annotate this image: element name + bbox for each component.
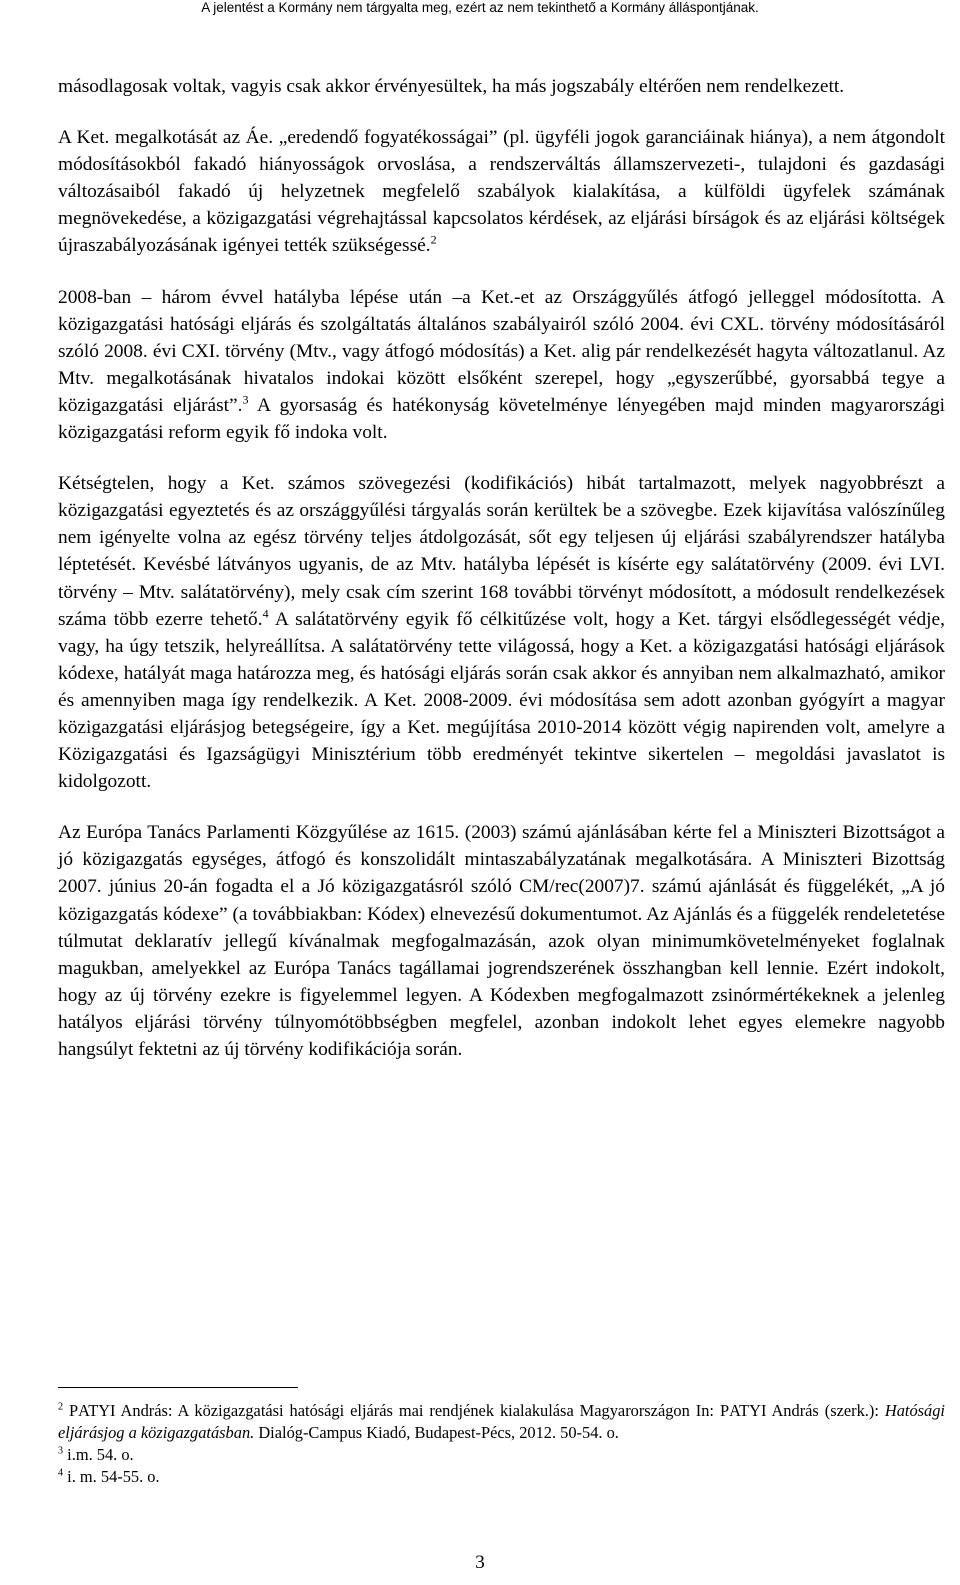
paragraph-1: másodlagosak voltak, vagyis csak akkor érvényesültek, ha más jogszabály eltérően nem rendelkezett. bbox=[58, 76, 845, 97]
footnote-ref-4[interactable]: 4 bbox=[262, 606, 269, 621]
page-header bbox=[0, 0, 960, 18]
footnote-ref-3[interactable]: 3 bbox=[242, 392, 249, 407]
footnote-4: $^4$ i. m. 54-55. o. bbox=[58, 1467, 160, 1486]
header-text: A jelentést a Kormány nem tárgyalta meg, ezért az nem tekinthető a Kormány álláspontjának. bbox=[201, 0, 759, 15]
paragraph-5: Az Európa Tanács Parlamenti Közgyűlése az 1615. (2003) számú ajánlásában kérte fel a Miniszteri Bizottságot a jó közigazgatás egységes, átfogó és konszolidált mintaszabályzatának megalkotására. A Miniszteri Bizottság 2007. június 20-án fogadta el a Jó közigazgatásról szóló CM/rec(2007)7. számú ajánlását és függelékét, „A jó közigazgatás kódexe” (a továbbiakban: Kódex) elnevezésű dokumentumot. Az Ajánlás és a függelék rendeletetése túlmutat deklaratív jellegű kívánalmak megfogalmazásán, azok olyan minimumkövetelményeket foglalnak magukban, amelyekkel az Európa Tanács tagállamai jogrendszerének összhangban kell lennie. Ezért indokolt, hogy az új törvény ezekre is figyelemmel legyen. A Kódexben megfogalmazott zsinórmértékeknek a jelenleg hatályos eljárási törvény túlnyomótöbbségben megfelel, azonban indokolt lehet egyes elemekre nagyobb hangsúlyt fektetni az új törvény kodifikációja során. bbox=[58, 822, 945, 1060]
body-text bbox=[58, 73, 945, 1063]
paragraph-2: A Ket. megalkotását az Áe. „eredendő fogyatékosságai” (pl. ügyféli jogok garanciáinak hiánya), a nem átgondolt módosításokból fakadó hiányosságok orvoslása, a rendszerváltás államszervezeti-, tulajdoni és gazdasági változásaiból fakadó új helyzetnek megfelelő szabályok kialakítása, a külföldi ügyfelek számának megnövekedése, a közigazgatási végrehajtással kapcsolatos kérdések, az eljárási bírságok és az eljárási költségek újraszabályozásának igényei tették szükségessé.$^2$ bbox=[58, 127, 945, 257]
footnote-3: $^3$ i.m. 54. o. bbox=[58, 1445, 134, 1464]
footnote-ref-2[interactable]: 2 bbox=[430, 233, 437, 247]
footnote-separator bbox=[58, 1387, 298, 1388]
paragraph-3: 2008-ban – három évvel hatályba lépése után –a Ket.-et az Országgyűlés átfogó jelleggel módosította. A közigazgatási hatósági eljárás és szolgáltatás általános szabályairól szóló 2004. évi CXL. törvény módosításáról szóló 2008. évi CXI. törvény (Mtv., vagy átfogó módosítás) a Ket. alig pár rendelkezését hagyta változatlanul. Az Mtv. megalkotásának hivatalos indokai között elsőként szerepel, hogy „egyszerűbbé, gyorsabbá tegye a közigazgatási eljárást”.$^3$ A gyorsaság és hatékonyság követelménye lényegében majd minden magyarországi közigazgatási reform egyik fő indoka volt. bbox=[58, 286, 946, 444]
footnote-2: $^2$ PATYI András: A közigazgatási hatósági eljárás mai rendjének kialakulása Magyarországon In: PATYI András (szerk.): Hatósági eljárásjog a közigazgatásban. Dialóg-Campus Kiadó, Budapest-Pécs, 2012. 50-54. o. bbox=[58, 1401, 945, 1442]
paragraph-4: Kétségtelen, hogy a Ket. számos szövegezési (kodifikációs) hibát tartalmazott, melyek nagyobbrészt a közigazgatási egyeztetés és az országgyűlési tárgyalás során kerültek be a szövegbe. Ezek kijavítása valószínűleg nem igényelte volna az egész törvény teljes átdolgozását, sőt egy teljesen új eljárási szabályrendszer hatályba léptetését. Kevésbé látványos ugyanis, de az Mtv. hatályba lépését is kísérte egy salátatörvény (2009. évi LVI. törvény – Mtv. salátatörvény), mely csak cím szerint 168 további törvényt módosított, a módosult rendelkezések száma több ezerre tehető.$^4$ A salátatörvény egyik fő célkitűzése volt, hogy a Ket. tárgyi elsődlegességét védje, vagy, ha úgy tetszik, helyreállítsa. A salátatörvény tette világossá, hogy a Ket. a közigazgatási hatósági eljárások kódexe, hatályát maga határozza meg, és hatósági eljárás során csak akkor és annyiban nem alkalmazható, amikor és amennyiben maga így rendelkezik. A Ket. 2008-2009. évi módosítása sem adott azonban gyógyírt a magyar közigazgatási eljárásjog betegségeire, így a Ket. megújítása 2010-2014 között végig napirenden volt, amelyre a Közigazgatási és Igazságügyi Minisztérium több eredményét tekintve sikertelen – megoldási javaslatot is kidolgozott. bbox=[58, 473, 946, 793]
footnotes bbox=[58, 1400, 945, 1488]
page-number: 3 bbox=[475, 1552, 485, 1573]
